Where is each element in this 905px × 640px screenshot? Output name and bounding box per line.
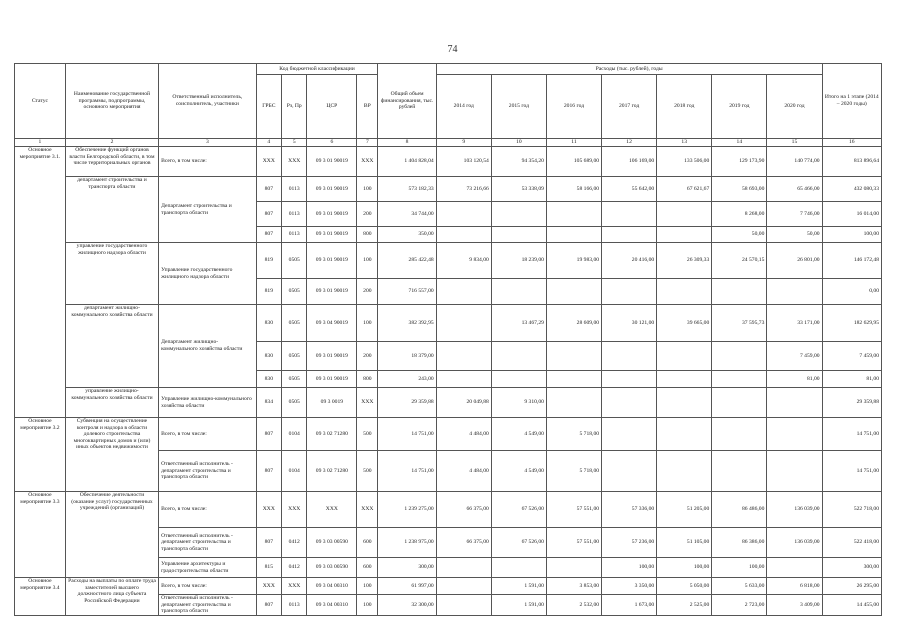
table-row	[15, 388, 882, 418]
cell-year-value: 33 171,00	[767, 305, 822, 342]
cell-rz: 0412	[282, 558, 307, 578]
cell-grbs: 807	[256, 528, 281, 558]
cell-year-value: 136 039,00	[767, 492, 822, 528]
column-number: 13	[657, 139, 712, 147]
cell-responsible: Всего, в том числе:	[159, 492, 257, 528]
cell-stage-total: 522 418,00	[822, 528, 881, 558]
cell-year-value	[491, 279, 546, 305]
cell-csr: 09 3 04 90019	[307, 305, 357, 342]
cell-year-value	[657, 388, 712, 418]
cell-year-value: 51 105,00	[657, 528, 712, 558]
cell-rz: 0505	[282, 243, 307, 279]
cell-rz: 0113	[282, 202, 307, 227]
cell-year-value	[491, 202, 546, 227]
cell-year-value	[657, 202, 712, 227]
table-row	[15, 177, 882, 202]
cell-total: 32 300,00	[378, 595, 436, 616]
cell-grbs: 830	[256, 342, 281, 371]
cell-year-value: 50,00	[767, 227, 822, 243]
cell-year-value: 100,00	[712, 558, 767, 578]
cell-year-value: 1 591,00	[491, 595, 546, 616]
cell-grbs: XXX	[256, 578, 281, 595]
cell-total: 350,00	[378, 227, 436, 243]
budget-table	[14, 63, 882, 616]
column-number: 4	[256, 139, 281, 147]
cell-year-value: 24 570,15	[712, 243, 767, 279]
cell-year-value: 105 689,00	[546, 147, 601, 177]
cell-vr: 500	[357, 451, 378, 492]
cell-year-value	[436, 558, 491, 578]
cell-year-value: 136 039,00	[767, 528, 822, 558]
col-header-year: 2015 год	[491, 75, 546, 139]
cell-responsible: Управление архитектуры и градостроительства области	[159, 558, 257, 578]
column-number: 3	[159, 139, 257, 147]
cell-stage-total: 813 896,64	[822, 147, 881, 177]
col-header-year: 2018 год	[657, 75, 712, 139]
cell-year-value	[602, 202, 657, 227]
cell-year-value	[546, 202, 601, 227]
cell-program-name: департамент строительства и транспорта области	[65, 177, 158, 243]
cell-year-value	[491, 227, 546, 243]
cell-year-value	[602, 227, 657, 243]
cell-year-value: 9 310,00	[491, 388, 546, 418]
cell-year-value: 66 375,00	[436, 492, 491, 528]
cell-total: 14 751,00	[378, 451, 436, 492]
cell-year-value	[436, 371, 491, 388]
col-header-year: 2017 год	[602, 75, 657, 139]
cell-year-value: 65 466,00	[767, 177, 822, 202]
cell-responsible: Департамент жилищно-коммунального хозяйства области	[159, 305, 257, 388]
cell-year-value: 57 551,00	[546, 492, 601, 528]
cell-csr: 09 3 01 90019	[307, 177, 357, 202]
cell-csr: 09 3 04 00310	[307, 578, 357, 595]
cell-year-value: 103 120,54	[436, 147, 491, 177]
column-number: 14	[712, 139, 767, 147]
cell-year-value	[712, 371, 767, 388]
cell-program-name: Субвенция на осуществление контроля и надзора в области долевого строительства многоквартирных домов и (или) иных объектов недвижимости	[65, 418, 158, 492]
cell-year-value	[546, 227, 601, 243]
col-header-total-funding: Общий объем финансирования, тыс. рублей	[378, 64, 436, 139]
cell-responsible: Управление государственного жилищного надзора области	[159, 243, 257, 305]
cell-year-value: 7 746,00	[767, 202, 822, 227]
cell-csr: 09 3 02 71280	[307, 451, 357, 492]
cell-stage-total: 7 459,00	[822, 342, 881, 371]
table-body	[15, 147, 882, 616]
col-header-year: 2019 год	[712, 75, 767, 139]
cell-year-value	[546, 388, 601, 418]
cell-total: 29 359,88	[378, 388, 436, 418]
cell-year-value: 7 459,00	[767, 342, 822, 371]
cell-vr: 600	[357, 528, 378, 558]
cell-year-value	[602, 451, 657, 492]
col-header-csr: ЦСР	[307, 75, 357, 139]
cell-year-value	[657, 227, 712, 243]
cell-year-value	[436, 279, 491, 305]
cell-year-value: 3 350,00	[602, 578, 657, 595]
cell-grbs: 819	[256, 279, 281, 305]
cell-stage-total: 14 751,00	[822, 451, 881, 492]
cell-year-value: 94 354,20	[491, 147, 546, 177]
cell-grbs: 815	[256, 558, 281, 578]
cell-program-name: Обеспечение деятельности (оказание услуг) государственных учреждений (организаций)	[65, 492, 158, 578]
cell-year-value: 67 526,00	[491, 492, 546, 528]
cell-year-value: 66 375,00	[436, 528, 491, 558]
cell-year-value: 2 723,00	[712, 595, 767, 616]
cell-year-value: 57 336,00	[602, 492, 657, 528]
cell-responsible: Всего, в том числе:	[159, 418, 257, 451]
cell-total: 716 557,00	[378, 279, 436, 305]
cell-year-value: 1 591,00	[491, 578, 546, 595]
cell-csr: 09 3 01 90019	[307, 202, 357, 227]
cell-status: Основное мероприятие 3.3	[15, 492, 66, 578]
cell-vr: 100	[357, 595, 378, 616]
cell-vr: 800	[357, 227, 378, 243]
cell-year-value	[712, 418, 767, 451]
cell-year-value: 3 853,00	[546, 578, 601, 595]
cell-responsible: Всего, в том числе:	[159, 578, 257, 595]
cell-vr: XXX	[357, 147, 378, 177]
cell-csr: 09 3 04 00310	[307, 595, 357, 616]
cell-year-value: 26 309,33	[657, 243, 712, 279]
cell-year-value: 8 268,00	[712, 202, 767, 227]
cell-rz: 0505	[282, 371, 307, 388]
cell-year-value: 100,00	[602, 558, 657, 578]
column-number: 16	[822, 139, 881, 147]
table-row	[15, 243, 882, 279]
cell-csr: 09 3 01 90019	[307, 279, 357, 305]
cell-year-value: 6 818,00	[767, 578, 822, 595]
cell-year-value	[712, 451, 767, 492]
cell-year-value	[712, 388, 767, 418]
cell-csr: 09 3 03 00590	[307, 558, 357, 578]
cell-year-value: 50,00	[712, 227, 767, 243]
cell-grbs: 807	[256, 202, 281, 227]
cell-year-value	[657, 342, 712, 371]
cell-csr: 09 3 02 71280	[307, 418, 357, 451]
col-header-rz-pr: Рз, Пр	[282, 75, 307, 139]
cell-program-name: Расходы на выплаты по оплате труда заместителей высшего должностного лица субъекта Российской Федерации	[65, 578, 158, 616]
col-header-grbs: ГРБС	[256, 75, 281, 139]
cell-year-value	[436, 578, 491, 595]
cell-year-value	[602, 388, 657, 418]
cell-year-value: 28 609,00	[546, 305, 601, 342]
cell-year-value	[602, 418, 657, 451]
cell-year-value: 2 532,00	[546, 595, 601, 616]
cell-year-value	[602, 342, 657, 371]
cell-csr: XXX	[307, 492, 357, 528]
cell-year-value	[436, 595, 491, 616]
cell-year-value: 26 801,00	[767, 243, 822, 279]
cell-year-value	[436, 202, 491, 227]
cell-year-value: 67 621,67	[657, 177, 712, 202]
cell-year-value	[657, 279, 712, 305]
table-row	[15, 147, 882, 177]
cell-stage-total: 16 014,00	[822, 202, 881, 227]
cell-year-value	[657, 418, 712, 451]
cell-year-value: 5 718,00	[546, 418, 601, 451]
cell-stage-total: 522 718,00	[822, 492, 881, 528]
cell-vr: 600	[357, 558, 378, 578]
cell-grbs: 807	[256, 177, 281, 202]
cell-year-value	[546, 342, 601, 371]
cell-year-value: 5 633,00	[712, 578, 767, 595]
cell-year-value: 53 338,09	[491, 177, 546, 202]
cell-year-value: 129 173,90	[712, 147, 767, 177]
cell-grbs: 807	[256, 418, 281, 451]
cell-total: 285 422,48	[378, 243, 436, 279]
cell-stage-total: 182 629,95	[822, 305, 881, 342]
cell-grbs: 819	[256, 243, 281, 279]
column-number: 2	[65, 139, 158, 147]
cell-vr: 800	[357, 371, 378, 388]
cell-rz: 0113	[282, 595, 307, 616]
col-header-program-name: Наименование государственной программы, подпрограммы, основного мероприятия	[65, 64, 158, 139]
cell-status: Основное мероприятие 3.2	[15, 418, 66, 492]
cell-year-value: 18 239,00	[491, 243, 546, 279]
cell-year-value: 5 718,00	[546, 451, 601, 492]
cell-year-value	[546, 558, 601, 578]
cell-year-value: 140 774,00	[767, 147, 822, 177]
cell-grbs: 830	[256, 305, 281, 342]
table-row	[15, 305, 882, 342]
cell-rz: XXX	[282, 492, 307, 528]
cell-year-value: 3 409,00	[767, 595, 822, 616]
cell-responsible: Ответственный исполнитель - департамент строительства и транспорта области	[159, 595, 257, 616]
column-number-row	[15, 139, 882, 147]
cell-grbs: XXX	[256, 147, 281, 177]
cell-stage-total: 146 172,48	[822, 243, 881, 279]
cell-stage-total: 29 359,88	[822, 388, 881, 418]
cell-year-value: 37 595,73	[712, 305, 767, 342]
cell-year-value: 19 983,00	[546, 243, 601, 279]
col-header-year: 2014 год	[436, 75, 491, 139]
cell-rz: 0505	[282, 305, 307, 342]
cell-year-value: 86 386,00	[712, 528, 767, 558]
cell-year-value: 20 049,88	[436, 388, 491, 418]
cell-year-value	[767, 418, 822, 451]
cell-year-value	[712, 279, 767, 305]
cell-total: 61 997,00	[378, 578, 436, 595]
cell-stage-total: 81,00	[822, 371, 881, 388]
column-number: 10	[491, 139, 546, 147]
column-number: 6	[307, 139, 357, 147]
col-header-responsible: Ответственный исполнитель, соисполнитель, участники	[159, 64, 257, 139]
cell-year-value	[546, 279, 601, 305]
cell-year-value	[491, 371, 546, 388]
table-row	[15, 492, 882, 528]
cell-grbs: 830	[256, 371, 281, 388]
cell-year-value: 4 484,00	[436, 418, 491, 451]
cell-year-value	[546, 371, 601, 388]
cell-csr: 09 3 03 00590	[307, 528, 357, 558]
column-number: 8	[378, 139, 436, 147]
cell-grbs: 834	[256, 388, 281, 418]
cell-year-value: 30 121,00	[602, 305, 657, 342]
cell-responsible: Управление жилищно-коммунального хозяйства области	[159, 388, 257, 418]
cell-stage-total: 100,00	[822, 227, 881, 243]
cell-year-value: 57 551,00	[546, 528, 601, 558]
col-header-budget-code-group: Код бюджетной классификации	[256, 64, 378, 75]
column-number: 11	[546, 139, 601, 147]
cell-year-value: 13 467,29	[491, 305, 546, 342]
cell-year-value	[491, 558, 546, 578]
cell-year-value	[491, 342, 546, 371]
cell-year-value: 51 205,00	[657, 492, 712, 528]
table-row	[15, 418, 882, 451]
column-number: 5	[282, 139, 307, 147]
column-number: 15	[767, 139, 822, 147]
cell-vr: 200	[357, 279, 378, 305]
cell-csr: 09 3 01 90019	[307, 371, 357, 388]
cell-year-value: 20 416,00	[602, 243, 657, 279]
cell-year-value: 5 050,00	[657, 578, 712, 595]
cell-year-value: 133 506,00	[657, 147, 712, 177]
cell-year-value: 4 484,00	[436, 451, 491, 492]
cell-total: 573 182,33	[378, 177, 436, 202]
cell-year-value: 58 693,00	[712, 177, 767, 202]
cell-responsible: Ответственный исполнитель - департамент строительства и транспорта области	[159, 451, 257, 492]
cell-year-value: 67 526,00	[491, 528, 546, 558]
column-number: 12	[602, 139, 657, 147]
col-header-stage-total: Итого на 1 этапе (2014 – 2020 годы)	[822, 64, 881, 139]
cell-program-name: департамент жилищно-коммунального хозяйства области	[65, 305, 158, 388]
table-row	[15, 578, 882, 595]
cell-csr: 09 3 01 90019	[307, 227, 357, 243]
cell-grbs: 807	[256, 451, 281, 492]
cell-stage-total: 14 751,00	[822, 418, 881, 451]
header-row-group	[15, 64, 882, 75]
cell-grbs: 807	[256, 595, 281, 616]
cell-year-value: 4 549,00	[491, 451, 546, 492]
cell-total: 1 404 828,04	[378, 147, 436, 177]
cell-year-value	[767, 388, 822, 418]
cell-total: 14 751,00	[378, 418, 436, 451]
cell-year-value	[436, 342, 491, 371]
cell-total: 300,00	[378, 558, 436, 578]
cell-rz: 0412	[282, 528, 307, 558]
cell-year-value	[767, 451, 822, 492]
column-number: 1	[15, 139, 66, 147]
cell-csr: 09 3 01 90019	[307, 243, 357, 279]
cell-program-name: управление жилищно-коммунального хозяйства области	[65, 388, 158, 418]
cell-vr: 200	[357, 342, 378, 371]
cell-total: 1 239 275,00	[378, 492, 436, 528]
cell-status: Основное мероприятие 3.4	[15, 578, 66, 616]
column-number: 9	[436, 139, 491, 147]
cell-vr: XXX	[357, 388, 378, 418]
cell-rz: 0104	[282, 418, 307, 451]
cell-year-value: 73 216,66	[436, 177, 491, 202]
cell-rz: 0113	[282, 177, 307, 202]
cell-year-value: 2 525,00	[657, 595, 712, 616]
cell-rz: 0104	[282, 451, 307, 492]
cell-year-value	[657, 371, 712, 388]
cell-year-value	[602, 279, 657, 305]
cell-vr: 100	[357, 305, 378, 342]
cell-year-value	[602, 371, 657, 388]
cell-rz: XXX	[282, 578, 307, 595]
cell-program-name: управление государственного жилищного надзора области	[65, 243, 158, 305]
cell-year-value: 1 673,00	[602, 595, 657, 616]
col-header-year: 2020 год	[767, 75, 822, 139]
cell-year-value	[436, 305, 491, 342]
col-header-year: 2016 год	[546, 75, 601, 139]
cell-total: 382 392,95	[378, 305, 436, 342]
cell-year-value	[767, 279, 822, 305]
cell-vr: 500	[357, 418, 378, 451]
cell-csr: 09 3 01 90019	[307, 147, 357, 177]
cell-stage-total: 300,00	[822, 558, 881, 578]
cell-year-value: 57 236,00	[602, 528, 657, 558]
cell-total: 243,00	[378, 371, 436, 388]
cell-year-value: 58 166,00	[546, 177, 601, 202]
cell-year-value	[767, 558, 822, 578]
cell-vr: 200	[357, 202, 378, 227]
cell-status: Основное мероприятие 3.1.	[15, 147, 66, 418]
cell-stage-total: 26 295,00	[822, 578, 881, 595]
cell-csr: 09 3 0019	[307, 388, 357, 418]
cell-vr: 100	[357, 578, 378, 595]
cell-program-name: Обеспечение функций органов власти Белгородской области, в том числе территориальных органов	[65, 147, 158, 177]
cell-total: 34 744,00	[378, 202, 436, 227]
cell-grbs: XXX	[256, 492, 281, 528]
cell-total: 1 238 975,00	[378, 528, 436, 558]
col-header-status: Статус	[15, 64, 66, 139]
cell-rz: 0113	[282, 227, 307, 243]
cell-responsible: Всего, в том числе:	[159, 147, 257, 177]
cell-year-value	[712, 342, 767, 371]
cell-responsible: Ответственный исполнитель - департамент строительства и транспорта области	[159, 528, 257, 558]
cell-year-value: 100,00	[657, 558, 712, 578]
cell-csr: 09 3 01 90019	[307, 342, 357, 371]
cell-responsible: Департамент строительства и транспорта области	[159, 177, 257, 243]
cell-year-value: 39 665,00	[657, 305, 712, 342]
cell-stage-total: 0,00	[822, 279, 881, 305]
column-number: 7	[357, 139, 378, 147]
cell-year-value: 4 549,00	[491, 418, 546, 451]
cell-vr: 100	[357, 243, 378, 279]
cell-vr: XXX	[357, 492, 378, 528]
cell-grbs: 807	[256, 227, 281, 243]
cell-year-value: 86 486,00	[712, 492, 767, 528]
page-number: 74	[447, 44, 458, 55]
cell-vr: 100	[357, 177, 378, 202]
cell-year-value: 106 169,00	[602, 147, 657, 177]
col-header-expenses-group: Расходы (тыс. рублей), годы	[436, 64, 822, 75]
cell-rz: 0505	[282, 388, 307, 418]
cell-year-value	[436, 227, 491, 243]
col-header-vr: ВР	[357, 75, 378, 139]
cell-total: 18 379,00	[378, 342, 436, 371]
cell-rz: XXX	[282, 147, 307, 177]
cell-year-value: 81,00	[767, 371, 822, 388]
cell-rz: 0505	[282, 279, 307, 305]
cell-year-value: 55 642,00	[602, 177, 657, 202]
cell-year-value: 9 834,00	[436, 243, 491, 279]
cell-stage-total: 14 455,00	[822, 595, 881, 616]
cell-stage-total: 432 080,33	[822, 177, 881, 202]
cell-rz: 0505	[282, 342, 307, 371]
cell-year-value	[657, 451, 712, 492]
